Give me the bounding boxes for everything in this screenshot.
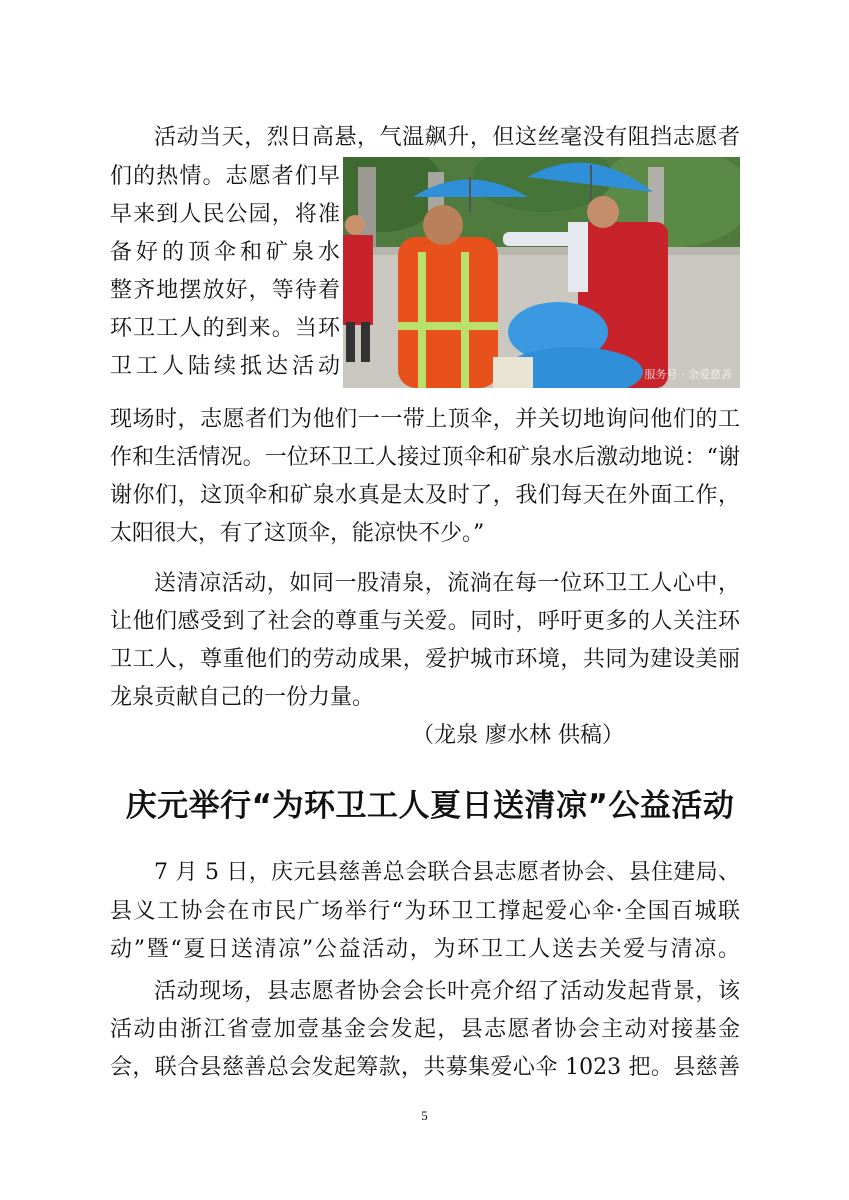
text-line: 整齐地摆放好，等待着 — [110, 278, 340, 303]
text-line: 卫工人陆续抵达活动 — [110, 354, 340, 379]
text-line: 活动当天，烈日高悬，气温飙升，但这丝毫没有阻挡志愿者 — [154, 125, 740, 150]
text-line: 太阳很大，有了这顶伞，能凉快不少。” — [110, 521, 485, 546]
text-line: 活动由浙江省壹加壹基金会发起，县志愿者协会主动对接基金 — [110, 1017, 740, 1042]
text-line: 卫工人，尊重他们的劳动成果，爱护城市环境，共同为建设美丽 — [110, 647, 740, 672]
photo-watermark: 服务号 · 余爱慈善 — [644, 368, 732, 381]
text-line: 会，联合县慈善总会发起筹款，共募集爱心伞 1023 把。县慈善 — [110, 1055, 740, 1080]
credit-text: （龙泉 廖水林 供稿） — [412, 723, 624, 748]
text-line: 活动现场，县志愿者协会会长叶亮介绍了活动发起背景，该 — [154, 979, 740, 1004]
text-line: 龙泉贡献自己的一份力量。 — [110, 685, 375, 710]
text-line: 送清凉活动，如同一股清泉，流淌在每一位环卫工人心中， — [154, 571, 740, 596]
photo-illustration — [343, 157, 740, 388]
text-line: 谢你们，这顶伞和矿泉水真是太及时了，我们每天在外面工作， — [110, 483, 740, 508]
text-line: 动”暨“夏日送清凉”公益活动，为环卫工人送去关爱与清凉。 — [110, 937, 740, 962]
text-line: 们的热情。志愿者们早 — [110, 164, 340, 189]
article-credit — [110, 721, 740, 751]
article-headline: 庆元举行“为环卫工人夏日送清凉”公益活动 — [125, 788, 735, 824]
text-line: 早来到人民公园，将准 — [110, 202, 340, 227]
text-line: 环卫工人的到来。当环 — [110, 316, 340, 341]
text-line: 作和生活情况。一位环卫工人接过顶伞和矿泉水后激动地说：“谢 — [110, 445, 740, 470]
text-line: 让他们感受到了社会的尊重与关爱。同时，呼吁更多的人关注环 — [110, 609, 740, 634]
text-line: 7 月 5 日，庆元县慈善总会联合县志愿者协会、县住建局、 — [154, 860, 740, 885]
text-line: 现场时，志愿者们为他们一一带上顶伞，并关切地询问他们的工 — [110, 407, 740, 432]
text-line: 县义工协会在市民广场举行“为环卫工撑起爱心伞·全国百城联 — [110, 899, 740, 924]
page-number: 5 — [421, 1108, 428, 1123]
article-photo — [343, 157, 740, 388]
text-line: 备好的顶伞和矿泉水 — [110, 240, 340, 265]
